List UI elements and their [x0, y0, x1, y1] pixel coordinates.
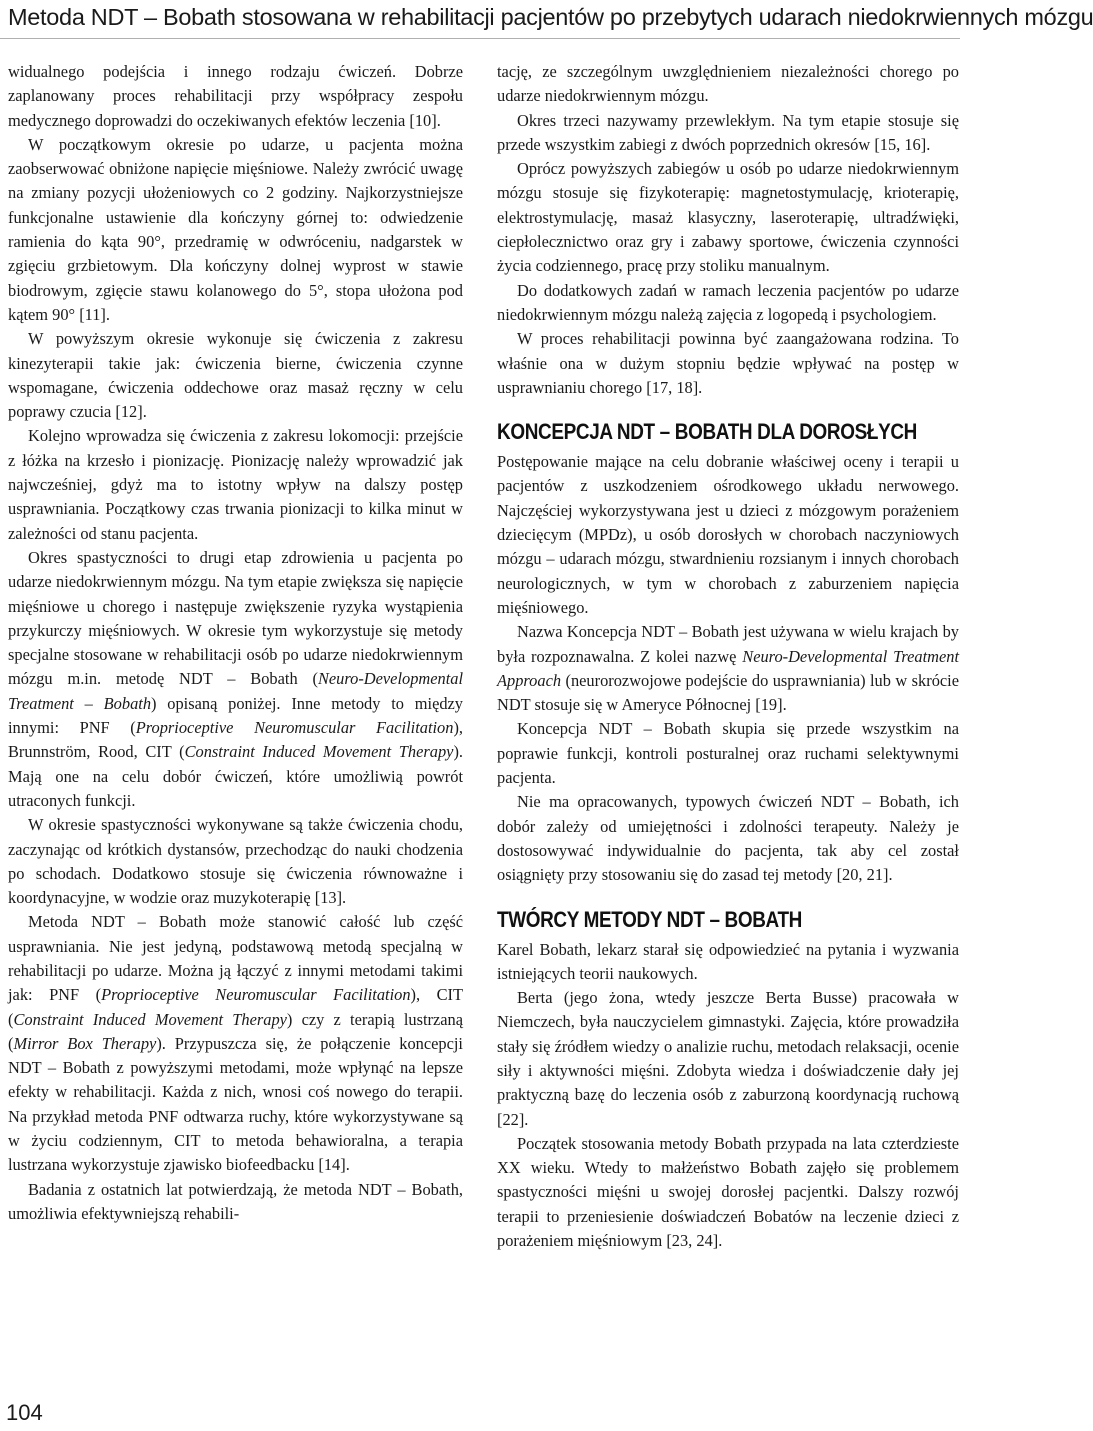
paragraph: W okresie spastyczności wykonywane są także ćwiczenia chodu, zaczynając od krótkich dystansów, przechodząc do nauki chodzenia po schodach. Dodatkowo stosuje się ćwiczenia równoważne i koordynacyjne, w wodzie oraz muzykoterapię [13]. — [8, 815, 463, 908]
section-heading-method-creators: TWÓRCY METODY NDT – BOBATH — [497, 906, 803, 932]
section-heading-ndt-bobath-adults: KONCEPCJA NDT – BOBATH DLA DOROSŁYCH — [497, 419, 917, 445]
paragraph: widualnego podejścia i innego rodzaju ćwiczeń. Dobrze zaplanowany proces rehabilitacji przy współpracy zespołu medycznego doprowadzi do oczekiwanych efektów leczenia [10]. — [8, 62, 463, 130]
italic-term: Neuro-Developmental Treatment – Bobath — [8, 669, 463, 713]
text-run: ) czy z terapią lustrzaną ( — [8, 1009, 463, 1053]
paragraph: Koncepcja NDT – Bobath skupia się przede wszystkim na poprawie funkcji, kontroli posturalnej oraz ruchami selektywnymi pacjenta. — [497, 719, 959, 788]
paragraph: Do dodatkowych zadań w ramach leczenia pacjentów po udarze niedokrwiennym mózgu należą zajęcia z logopedą i psychologiem. — [497, 280, 959, 324]
paragraph: Berta (jego żona, wtedy jeszcze Berta Busse) pracowała w Niemczech, była nauczycielem gimnastyki. Zajęcia, które prowadziła stały się źródłem wiedzy o analizie ruchu, metodach relaksacji, ocenie siły i aktywności mięśni. Zdobyta wiedza i doświadczenie dały jej praktyczną bazę do leczenia osób z zaburzoną koordynacją ruchową [22]. — [497, 988, 959, 1129]
text-run: ). Mają one na celu dobór ćwiczeń, które umożliwią powrót utraconych funkcji. — [8, 742, 463, 810]
paragraph: W początkowym okresie po udarze, u pacjenta można zaobserwować obniżone napięcie mięśniowe. Należy zwrócić uwagę na zmiany pozycji ułożeniowych co 2 godziny. Najkorzystniejsze funkcjonalne ustawienie dla kończyny górnej to: odwiedzenie ramienia do kąta 90°, przedramię w odwróceniu, nadgarstek w zgięciu grzbietowym. Dla kończyny dolnej wyprost w stawie biodrowym, zgięcie stawu kolanowego do 5°, stopa ułożona pod kątem 90° [11]. — [8, 134, 463, 324]
text-run: Metoda NDT – Bobath może stanowić całość lub część usprawniania. Nie jest jedyną, podstawową metodą specjalną w rehabilitacji po udarze. Można ją łączyć z innymi metodami takimi jak: PNF ( — [8, 912, 463, 1005]
paragraph — [8, 910, 463, 1177]
paragraph: Nie ma opracowanych, typowych ćwiczeń NDT – Bobath, ich dobór zależy od umiejętności i zdolności terapeuty. Należy je dostosowywać indywidualnie do pacjenta, tak aby cel został osiągnięty przy stosowaniu się do zasad tej metody [20, 21]. — [497, 792, 959, 885]
left-column — [8, 60, 463, 1226]
running-header — [0, 0, 1093, 39]
text-run: ) opisaną poniżej. Inne metody to między innymi: PNF ( — [8, 693, 464, 738]
paragraph: Badania z ostatnich lat potwierdzają, że metoda NDT – Bobath, umożliwia efektywniejszą rehabili- — [8, 1179, 463, 1223]
page-number: 104 — [6, 1400, 43, 1425]
italic-term: Mirror Box Therapy — [13, 1033, 157, 1053]
text-run: Nazwa Koncepcja NDT – Bobath jest używana w wielu krajach by była rozpoznawalna. Z kolei nazwę — [497, 622, 959, 666]
paragraph: Kolejno wprowadza się ćwiczenia z zakresu lokomocji: przejście z łóżka na krzesło i pionizację. Pionizację należy wprowadzić jak najwcześniej, gdyż ma to istotny wpływ na dalszy postęp usprawniania. Początkowy czas trwania pionizacji to kilka minut w zależności od stanu pacjenta. — [8, 426, 463, 543]
paragraph: Oprócz powyższych zabiegów u osób po udarze niedokrwiennym mózgu stosuje się fizykoterapię: magnetostymulację, krioterapię, elektrostymulację, masaż klasyczny, laseroterapię, ultradźwięki, ciepłolecznictwo oraz gry i zabawy sportowe, ćwiczenia czynności życia codziennego, pracę przy stoliku manualnym. — [497, 159, 959, 276]
right-column — [497, 60, 959, 1253]
running-header-title: Metoda NDT – Bobath stosowana w rehabilitacji pacjentów po przebytych udarach niedokrwiennych mózgu — [8, 4, 1093, 30]
italic-term: Neuro-Developmental Treatment Approach — [497, 646, 959, 690]
text-run: ). Przypuszcza się, że połączenie koncepcji NDT – Bobath z powyższymi metodami, może wpłynąć na lepsze efekty w rehabilitacji. Każda z nich, wnosi coś nowego do terapii. Na przykład metoda PNF odtwarza ruchy, które wykorzystywane są w życiu codziennym, CIT to metoda behawioralna, a terapia lustrzana wykorzystuje zjawisko biofeedbacku [14]. — [8, 1033, 463, 1175]
paragraph: tację, ze szczególnym uwzględnieniem niezależności chorego po udarze niedokrwiennym mózgu. — [497, 62, 959, 106]
paragraph — [497, 620, 959, 717]
paragraph: W powyższym okresie wykonuje się ćwiczenia z zakresu kinezyterapii takie jak: ćwiczenia bierne, ćwiczenia czynne wspomagane, ćwiczenia oddechowe oraz masaż ręczny w celu poprawy czucia [12]. — [8, 329, 463, 422]
paragraph: Postępowanie mające na celu dobranie właściwej oceny i terapii u pacjentów z uszkodzeniem ośrodkowego układu nerwowego. Najczęściej wykorzystywana jest u dzieci z mózgowym porażeniem dziecięcym (MPDz), u osób dorosłych w chorobach naczyniowych mózgu – udarach mózgu, stwardnieniu rozsianym i innych chorobach neurologicznych, w tym w chorobach z zaburzeniem napięcia mięśniowego. — [497, 452, 959, 617]
italic-term: Constraint Induced Movement Therapy — [13, 1009, 287, 1029]
paragraph: Początek stosowania metody Bobath przypada na lata czterdzieste XX wieku. Wtedy to małżeństwo Bobath zajęło się problemem spastyczności mięśni u swojej dorosłej pacjentki. Dalszy rozwój terapii to przeniesienie doświadczeń Bobatów na leczenie dzieci z porażeniem mięśniowym [23, 24]. — [497, 1133, 959, 1251]
text-run: (neurorozwojowe podejście do usprawniania) lub w skrócie NDT stosuje się w Ameryce Północnej [19]. — [497, 670, 959, 715]
paragraph: W proces rehabilitacji powinna być zaangażowana rodzina. To właśnie ona w dużym stopniu będzie wpływać na postęp w usprawnianiu chorego [17, 18]. — [497, 329, 959, 397]
paragraph: Karel Bobath, lekarz starał się odpowiedzieć na pytania i wyzwania istniejących teorii naukowych. — [497, 939, 959, 983]
paragraph: Okres trzeci nazywamy przewlekłym. Na tym etapie stosuje się przede wszystkim zabiegi z dwóch poprzednich okresów [15, 16]. — [497, 110, 959, 154]
text-run: Okres spastyczności to drugi etap zdrowienia u pacjenta po udarze niedokrwiennym mózgu. Na tym etapie zwiększa się napięcie mięśniowe u chorego i następuje zwiększenie ryzyka wystąpienia przykurczy mięśniowych. W okresie tym wykorzystuje się metody specjalne stosowane w rehabilitacji osób po udarze niedokrwiennym mózgu m.in. metodę NDT – Bobath ( — [8, 547, 463, 689]
text-run: ), CIT ( — [8, 985, 463, 1029]
italic-term: Proprioceptive Neuromuscular Facilitation — [135, 718, 454, 738]
italic-term: Proprioceptive Neuromuscular Facilitation — [101, 985, 411, 1005]
text-run: ), Brunnström, Rood, CIT ( — [8, 718, 464, 762]
italic-term: Constraint Induced Movement Therapy — [184, 742, 454, 762]
paragraph — [8, 546, 463, 813]
